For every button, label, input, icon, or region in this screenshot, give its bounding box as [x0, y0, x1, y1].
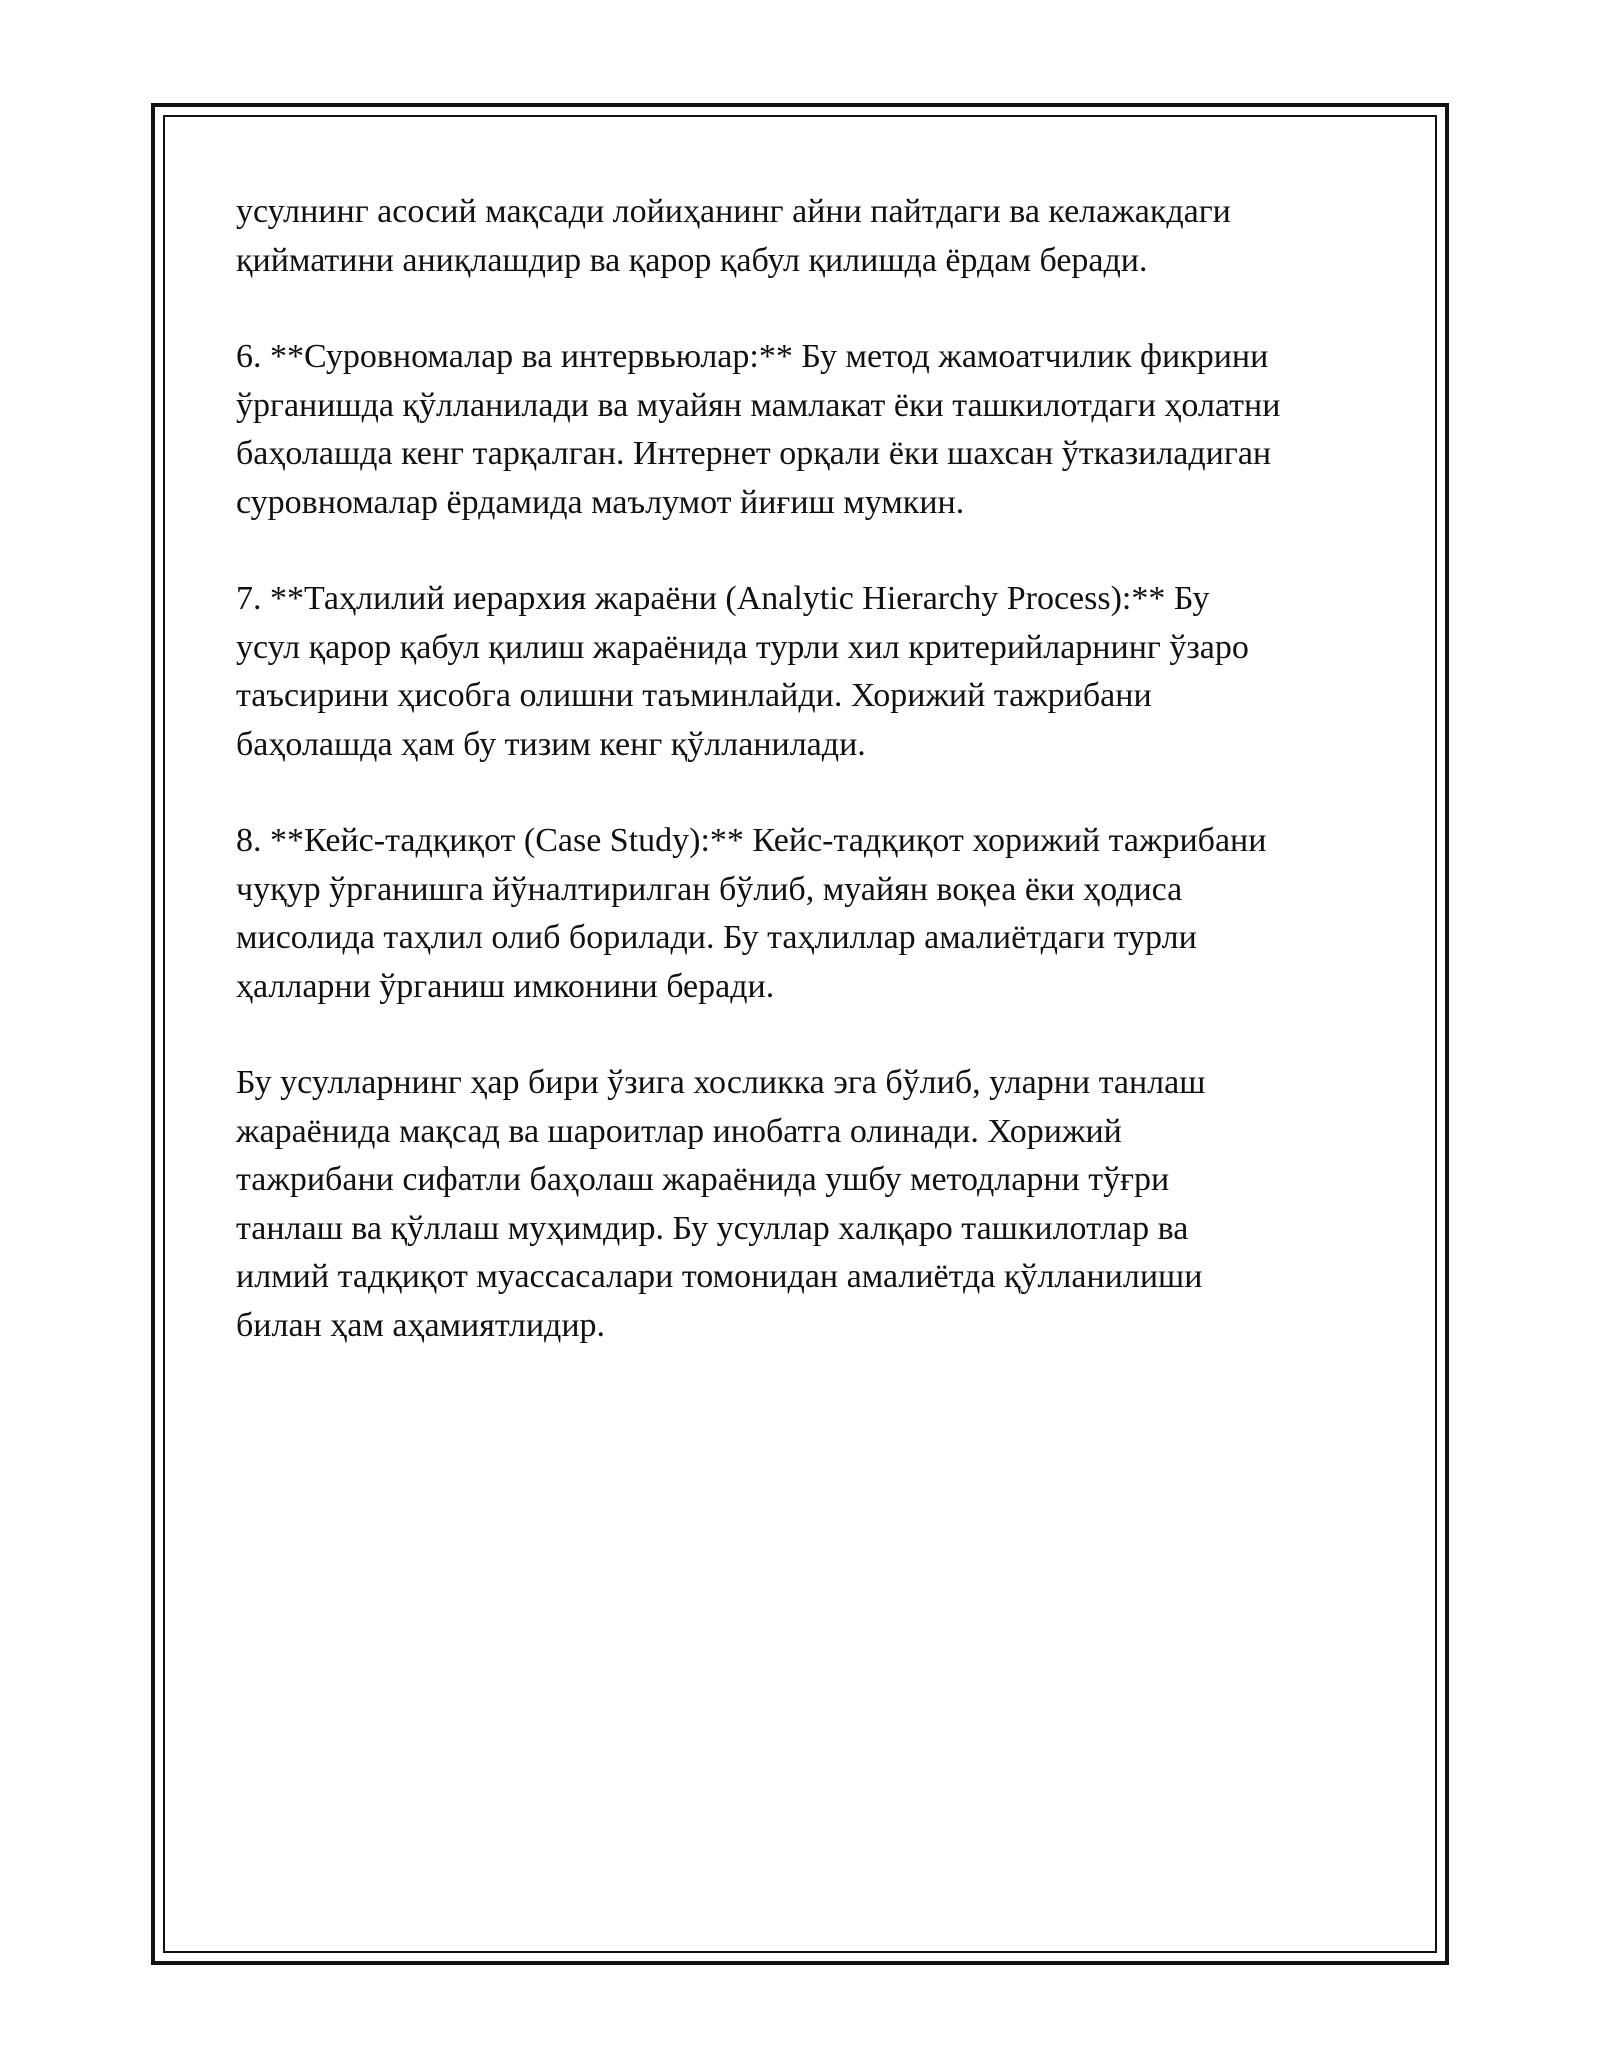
text-line: Бу усулларнинг ҳар бири ўзига хосликка эга бўлиб, уларни танлаш: [236, 1064, 1206, 1101]
paragraph-intro-continuation: [236, 188, 1386, 285]
text-line: ўрганишда қўлланилади ва муайян мамлакат ёки ташкилотдаги ҳолатни: [236, 386, 1281, 424]
text-line: танлаш ва қўллаш муҳимдир. Бу усуллар халқаро ташкилотлар ва: [236, 1209, 1189, 1247]
text-line: баҳолашда ҳам бу тизим кенг қўлланилади.: [236, 725, 866, 763]
paragraph-item-6-surveys: [236, 333, 1386, 527]
text-line: қийматини аниқлашдир ва қарор қабул қилишда ёрдам беради.: [236, 241, 1148, 279]
paragraph-item-7-ahp: [236, 575, 1386, 769]
text-line: жараёнида мақсад ва шароитлар инобатга олинади. Хорижий: [236, 1112, 1122, 1150]
text-line: суровномалар ёрдамида маълумот йиғиш мумкин.: [236, 483, 965, 521]
text-line: чуқур ўрганишга йўналтирилган бўлиб, муайян воқеа ёки ҳодиса: [236, 870, 1183, 908]
text-line: билан ҳам аҳамиятлидир.: [236, 1306, 606, 1344]
text-line: усул қарор қабул қилиш жараёнида турли хил критерийларнинг ўзаро: [236, 628, 1249, 666]
text-line: таъсирини ҳисобга олишни таъминлайди. Хорижий тажрибани: [236, 677, 1152, 714]
paragraph-conclusion: [236, 1059, 1386, 1350]
page-content: [236, 188, 1386, 1350]
text-line: тажрибани сифатли баҳолаш жараёнида ушбу методларни тўғри: [236, 1161, 1170, 1198]
text-line: илмий тадқиқот муассасалари томонидан амалиётда қўлланилиши: [236, 1258, 1203, 1295]
text-line: 6. **Суровномалар ва интервьюлар:** Бу метод жамоатчилик фикрини: [236, 338, 1269, 375]
text-line: усулнинг асосий мақсади лойиҳанинг айни пайтдаги ва келажакдаги: [236, 193, 1231, 230]
text-line: баҳолашда кенг тарқалган. Интернет орқали ёки шахсан ўтказиладиган: [236, 435, 1272, 472]
text-line: мисолида таҳлил олиб борилади. Бу таҳлиллар амалиётдаги турли: [236, 919, 1197, 956]
text-line: 7. **Таҳлилий иерархия жараёни (Analytic Hierarchy Process):** Бу: [236, 580, 1210, 617]
paragraph-item-8-case-study: [236, 817, 1386, 1011]
text-line: 8. **Кейс-тадқиқот (Case Study):** Кейс-тадқиқот хорижий тажрибани: [236, 822, 1267, 859]
text-line: ҳалларни ўрганиш имконини беради.: [236, 967, 775, 1005]
